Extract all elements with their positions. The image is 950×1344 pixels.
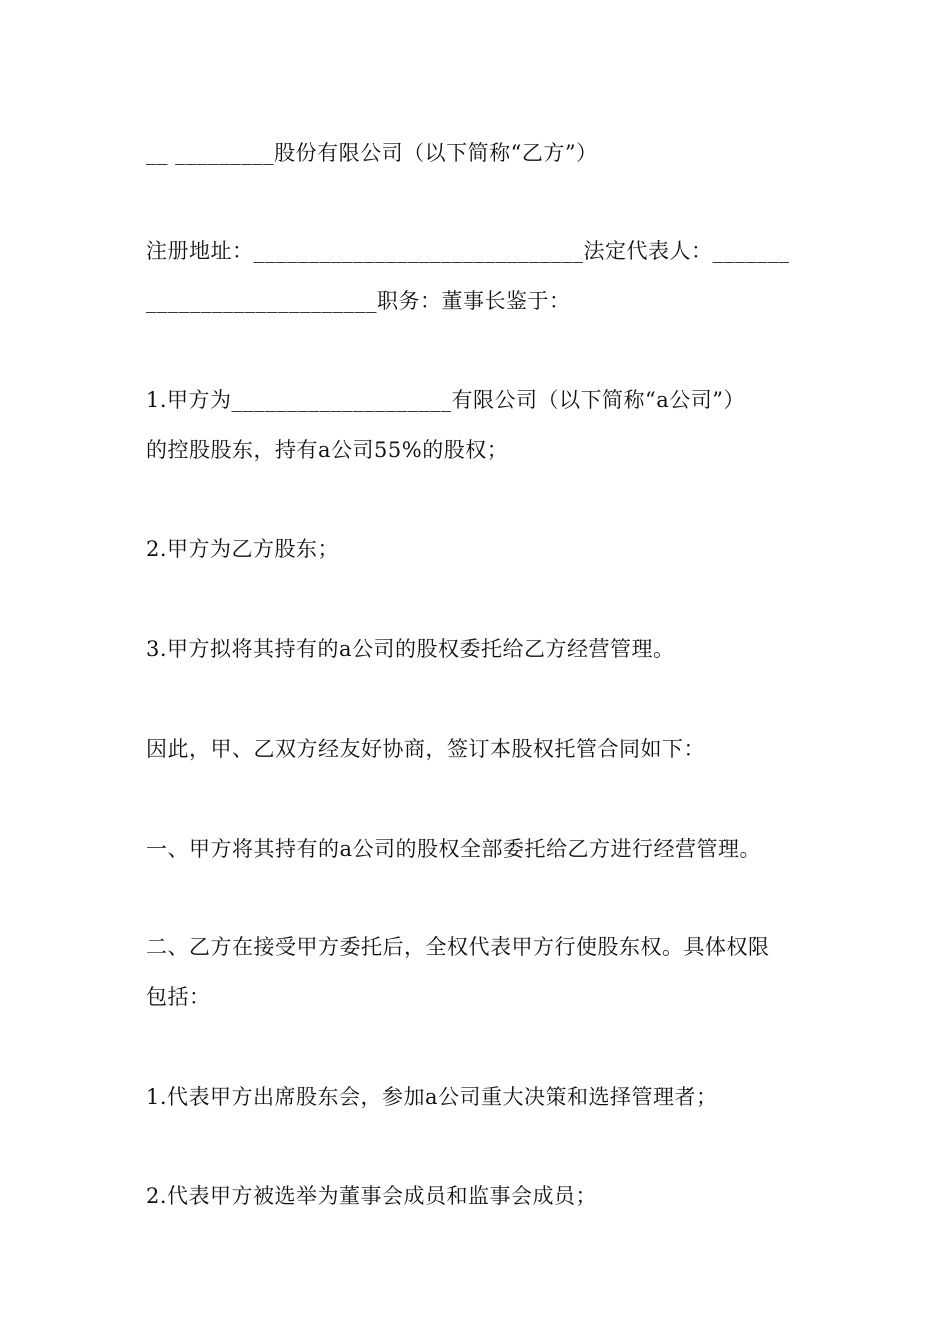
party-b-line: __ _________股份有限公司（以下简称“乙方”） — [146, 141, 598, 165]
clause-2-item-2: 2.代表甲方被选举为董事会成员和监事会成员； — [146, 1184, 598, 1208]
agreement-intro: 因此，甲、乙双方经友好协商，签订本股权托管合同如下： — [146, 737, 705, 761]
recital-1-line-1: 1.甲方为____________________有限公司（以下简称“a公司”） — [146, 388, 746, 412]
position-line: _____________________职务：董事长鉴于： — [146, 289, 571, 313]
recital-2: 2.甲方为乙方股东； — [146, 537, 340, 561]
clause-2-line-2: 包括： — [146, 985, 211, 1009]
clause-1: 一、甲方将其持有的a公司的股权全部委托给乙方进行经营管理。 — [146, 837, 762, 861]
recital-3: 3.甲方拟将其持有的a公司的股权委托给乙方经营管理。 — [146, 637, 675, 661]
clause-2-line-1: 二、乙方在接受甲方委托后，全权代表甲方行使股东权。具体权限 — [146, 935, 770, 959]
registered-address-line: 注册地址：______________________________法定代表人：_______ — [146, 239, 790, 263]
clause-2-item-1: 1.代表甲方出席股东会，参加a公司重大决策和选择管理者； — [146, 1085, 718, 1109]
recital-1-line-2: 的控股股东，持有a公司55%的股权； — [146, 438, 509, 462]
